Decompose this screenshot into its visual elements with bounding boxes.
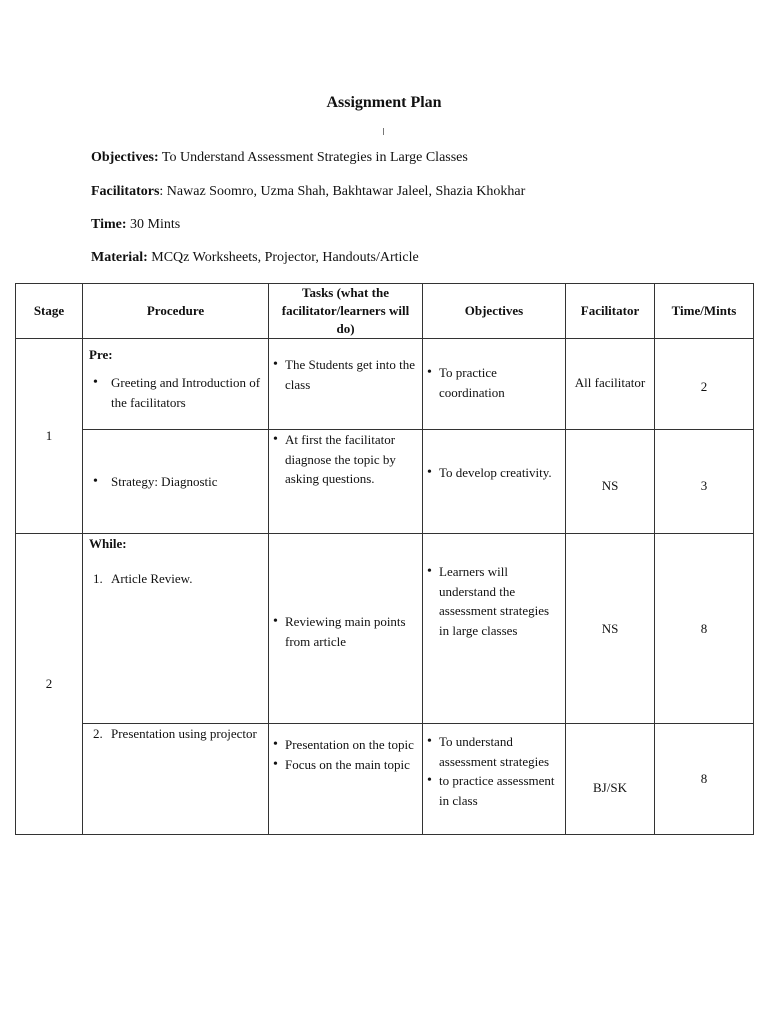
- facilitator-cell: NS: [566, 430, 655, 534]
- facilitator-cell: BJ/SK: [566, 724, 655, 835]
- task-cell: [269, 534, 423, 724]
- objective-cell: [423, 430, 566, 534]
- task-list: [269, 534, 422, 651]
- list-item: • To practice coordination: [423, 363, 561, 402]
- time-cell: 3: [655, 430, 754, 534]
- table-header-row: [16, 284, 754, 339]
- procedure-cell: [83, 430, 269, 534]
- procedure-list: [89, 569, 262, 588]
- list-item: • At first the facilitator diagnose the topic by asking questions.: [269, 430, 418, 489]
- list-item: • Greeting and Introduction of the facilitators: [89, 373, 262, 412]
- facilitators-line: [91, 184, 525, 200]
- list-item: • to practice assessment in class: [423, 771, 563, 810]
- list-item: • To understand assessment strategies: [423, 732, 563, 771]
- time-value: 30 Mints: [126, 217, 181, 232]
- task-cell: [269, 724, 423, 835]
- procedure-list: [89, 373, 262, 412]
- procedure-list: [83, 472, 268, 492]
- task-list: [269, 339, 422, 394]
- material-value: MCQz Worksheets, Projector, Handouts/Article: [147, 250, 419, 265]
- objectives-label: Objectives:: [91, 150, 159, 165]
- facilitators-label: Facilitators: [91, 184, 160, 199]
- facilitator-cell: NS: [566, 534, 655, 724]
- procedure-cell: [83, 339, 269, 430]
- procedure-cell: [83, 724, 269, 835]
- procedure-list: [83, 724, 268, 743]
- time-cell: 8: [655, 534, 754, 724]
- list-item: • Reviewing main points from article: [269, 612, 418, 651]
- time-label: Time:: [91, 217, 127, 232]
- assignment-plan-table: [15, 283, 754, 835]
- list-item: • Learners will understand the assessment strategies in large classes: [423, 562, 561, 640]
- material-label: Material:: [91, 250, 148, 265]
- objectives-line: [91, 150, 468, 166]
- pre-heading: Pre:: [89, 347, 113, 362]
- list-item: • Strategy: Diagnostic: [89, 472, 262, 492]
- time-line: [91, 217, 180, 233]
- objective-list: [423, 724, 565, 810]
- objective-list: [423, 430, 565, 483]
- cursor-mark: [383, 128, 384, 135]
- stage-cell-2: 2: [16, 534, 83, 835]
- list-item: • Focus on the main topic: [269, 755, 420, 775]
- header-stage: Stage: [16, 284, 83, 339]
- item-number: 2.: [93, 726, 103, 741]
- task-list: [269, 430, 422, 489]
- time-cell: 8: [655, 724, 754, 835]
- list-item: • To develop creativity.: [423, 463, 561, 483]
- objective-list: [423, 339, 565, 402]
- item-text: Article Review.: [111, 571, 193, 586]
- objective-cell: [423, 724, 566, 835]
- header-facilitator: Facilitator: [566, 284, 655, 339]
- list-item: [89, 569, 262, 588]
- header-tasks: Tasks (what the facilitator/learners will do): [269, 284, 423, 339]
- while-heading: While:: [89, 536, 127, 551]
- facilitators-value: : Nawaz Soomro, Uzma Shah, Bakhtawar Jaleel, Shazia Khokhar: [159, 184, 526, 199]
- table-row: [16, 339, 754, 430]
- list-item: [89, 724, 262, 743]
- header-objectives: Objectives: [423, 284, 566, 339]
- task-cell: [269, 339, 423, 430]
- task-cell: [269, 430, 423, 534]
- material-line: [91, 250, 419, 266]
- facilitator-cell: All facilitator: [566, 339, 655, 430]
- procedure-cell: [83, 534, 269, 724]
- header-time: Time/Mints: [655, 284, 754, 339]
- item-number: 1.: [93, 571, 103, 586]
- header-procedure: Procedure: [83, 284, 269, 339]
- objectives-value: To Understand Assessment Strategies in Large Classes: [158, 150, 468, 165]
- page-title: Assignment Plan: [326, 94, 442, 111]
- objective-list: [423, 534, 565, 640]
- stage-cell-1: 1: [16, 339, 83, 534]
- table-row: [16, 430, 754, 534]
- time-cell: 2: [655, 339, 754, 430]
- table-row: [16, 724, 754, 835]
- objective-cell: [423, 339, 566, 430]
- list-item: • Presentation on the topic: [269, 735, 420, 755]
- list-item: • The Students get into the class: [269, 355, 418, 394]
- table-row: [16, 534, 754, 724]
- item-text: Presentation using projector: [111, 726, 257, 741]
- objective-cell: [423, 534, 566, 724]
- task-list: [269, 724, 422, 774]
